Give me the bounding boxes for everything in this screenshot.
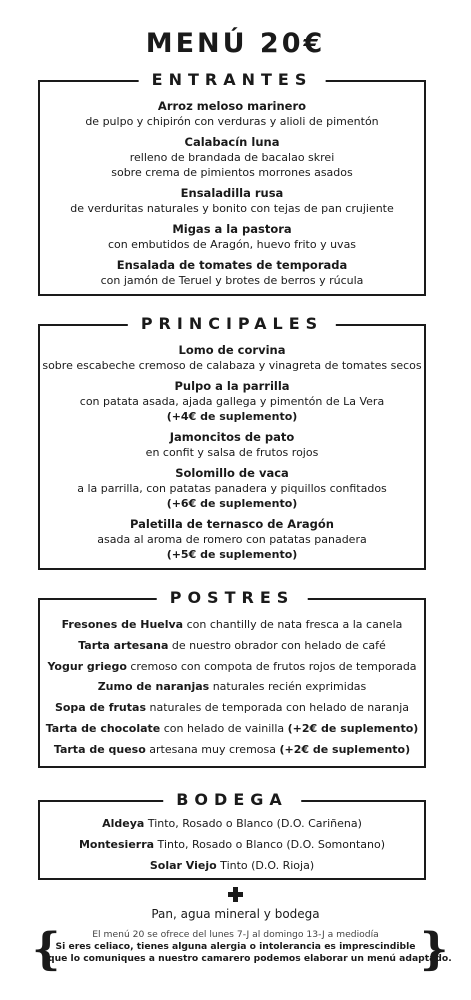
- dish-item: [40, 466, 424, 511]
- wine-item: [40, 816, 424, 831]
- dish-item: [40, 517, 424, 562]
- dessert-name: Tarta de chocolate: [45, 721, 161, 735]
- dish-description: en confit y salsa de frutos rojos: [145, 446, 319, 459]
- dish-item: [40, 222, 424, 252]
- dessert-description: cremoso con compota de frutos rojos de temporada: [126, 659, 417, 673]
- dish-description: de pulpo y chipirón con verduras y alioli de pimentón: [85, 115, 379, 128]
- section-entrantes: [38, 70, 426, 296]
- dish-item: [40, 186, 424, 216]
- section-principales: [38, 314, 426, 570]
- dessert-name: Fresones de Huelva: [61, 618, 184, 631]
- dish-name: Calabacín luna: [184, 135, 280, 149]
- dish-name: Ensalada de tomates de temporada: [116, 258, 348, 272]
- menu-title: MENÚ 20€: [145, 28, 326, 59]
- left-curly-brace-icon: {: [32, 924, 61, 975]
- note-allergy-2: que lo comuniques a nuestro camarero podemos elaborar un menú adaptado.: [48, 953, 452, 964]
- dish-description: sobre escabeche cremoso de calabaza y vinagreta de tomates secos: [42, 359, 422, 372]
- wine-description: Tinto (D.O. Rioja): [216, 858, 315, 872]
- dessert-name: Tarta artesana: [78, 638, 169, 652]
- dish-item: [40, 135, 424, 180]
- dessert-name: Tarta de queso: [53, 742, 146, 756]
- dish-item: [40, 99, 424, 129]
- dish-supplement: (+6€ de suplemento): [166, 497, 298, 510]
- dessert-name: Yogur griego: [47, 659, 127, 673]
- dish-name: Migas a la pastora: [172, 222, 292, 236]
- section-title-principales: PRINCIPALES: [128, 313, 336, 335]
- dish-description: con jamón de Teruel y brotes de berros y rúcula: [100, 274, 364, 287]
- wine-item: [40, 837, 424, 852]
- dish-description: a la parrilla, con patatas panadera y piquillos confitados: [77, 482, 387, 495]
- wine-description: Tinto, Rosado o Blanco (D.O. Somontano): [154, 837, 386, 851]
- dish-item: [40, 430, 424, 460]
- extras-text: Pan, agua mineral y bodega: [151, 907, 320, 921]
- dish-name: Solomillo de vaca: [175, 466, 289, 480]
- dessert-item: [40, 617, 424, 632]
- dish-name: Lomo de corvina: [178, 343, 286, 357]
- dish-item: [40, 379, 424, 424]
- dish-description: con patata asada, ajada gallega y pimentón de La Vera: [79, 395, 385, 408]
- dessert-item: [40, 659, 424, 674]
- dessert-item: [40, 742, 424, 757]
- footer-note: [48, 929, 452, 965]
- section-title-entrantes: ENTRANTES: [139, 69, 326, 91]
- dessert-item: [40, 679, 424, 694]
- dessert-description: naturales de temporada con helado de naranja: [146, 701, 410, 715]
- dessert-item: [40, 721, 424, 736]
- section-title-bodega: BODEGA: [163, 789, 301, 811]
- dish-supplement: (+5€ de suplemento): [166, 548, 298, 561]
- dessert-item: [40, 700, 424, 715]
- dish-supplement: (+4€ de suplemento): [166, 410, 298, 423]
- dessert-name: Zumo de naranjas: [97, 680, 210, 694]
- dessert-description: artesana muy cremosa: [145, 742, 280, 756]
- note-allergy-1: Si eres celiaco, tienes alguna alergia o intolerancia es imprescindible: [55, 941, 416, 952]
- dish-description: de verduritas naturales y bonito con tejas de pan crujiente: [70, 202, 394, 215]
- dessert-description: con chantilly de nata fresca a la canela: [183, 618, 403, 631]
- dish-name: Ensaladilla rusa: [180, 186, 284, 200]
- dessert-description: naturales recién exprimidas: [209, 680, 367, 694]
- wine-item: [40, 858, 424, 873]
- dish-description: asada al aroma de romero con patatas panadera: [97, 533, 367, 546]
- note-availability: El menú 20 se ofrece del lunes 7-J al domingo 13-J a mediodía: [92, 929, 379, 940]
- dish-item: [40, 258, 424, 288]
- dish-description: con embutidos de Aragón, huevo frito y uvas: [107, 238, 357, 251]
- section-postres: [38, 588, 426, 768]
- plus-icon: [228, 887, 243, 902]
- wine-description: Tinto, Rosado o Blanco (D.O. Cariñena): [144, 817, 362, 830]
- dish-description: sobre crema de pimientos morrones asados: [111, 166, 353, 179]
- dish-name: Paletilla de ternasco de Aragón: [130, 517, 334, 531]
- dessert-item: [40, 638, 424, 653]
- wine-name: Solar Viejo: [149, 858, 217, 872]
- section-title-postres: POSTRES: [157, 587, 308, 609]
- dish-item: [40, 343, 424, 373]
- dessert-supplement: (+2€ de suplemento): [287, 721, 419, 735]
- dish-name: Arroz meloso marinero: [157, 99, 307, 113]
- wine-name: Aldeya: [102, 817, 145, 830]
- dish-name: Jamoncitos de pato: [169, 430, 295, 444]
- section-bodega: [38, 790, 426, 880]
- dessert-supplement: (+2€ de suplemento): [279, 742, 411, 756]
- wine-name: Montesierra: [78, 837, 155, 851]
- dessert-description: de nuestro obrador con helado de café: [168, 638, 386, 652]
- dish-description: relleno de brandada de bacalao skrei: [129, 151, 335, 164]
- dessert-description: con helado de vainilla: [160, 721, 288, 735]
- right-curly-brace-icon: }: [420, 924, 449, 975]
- dish-name: Pulpo a la parrilla: [174, 379, 290, 393]
- dessert-name: Sopa de frutas: [54, 701, 146, 715]
